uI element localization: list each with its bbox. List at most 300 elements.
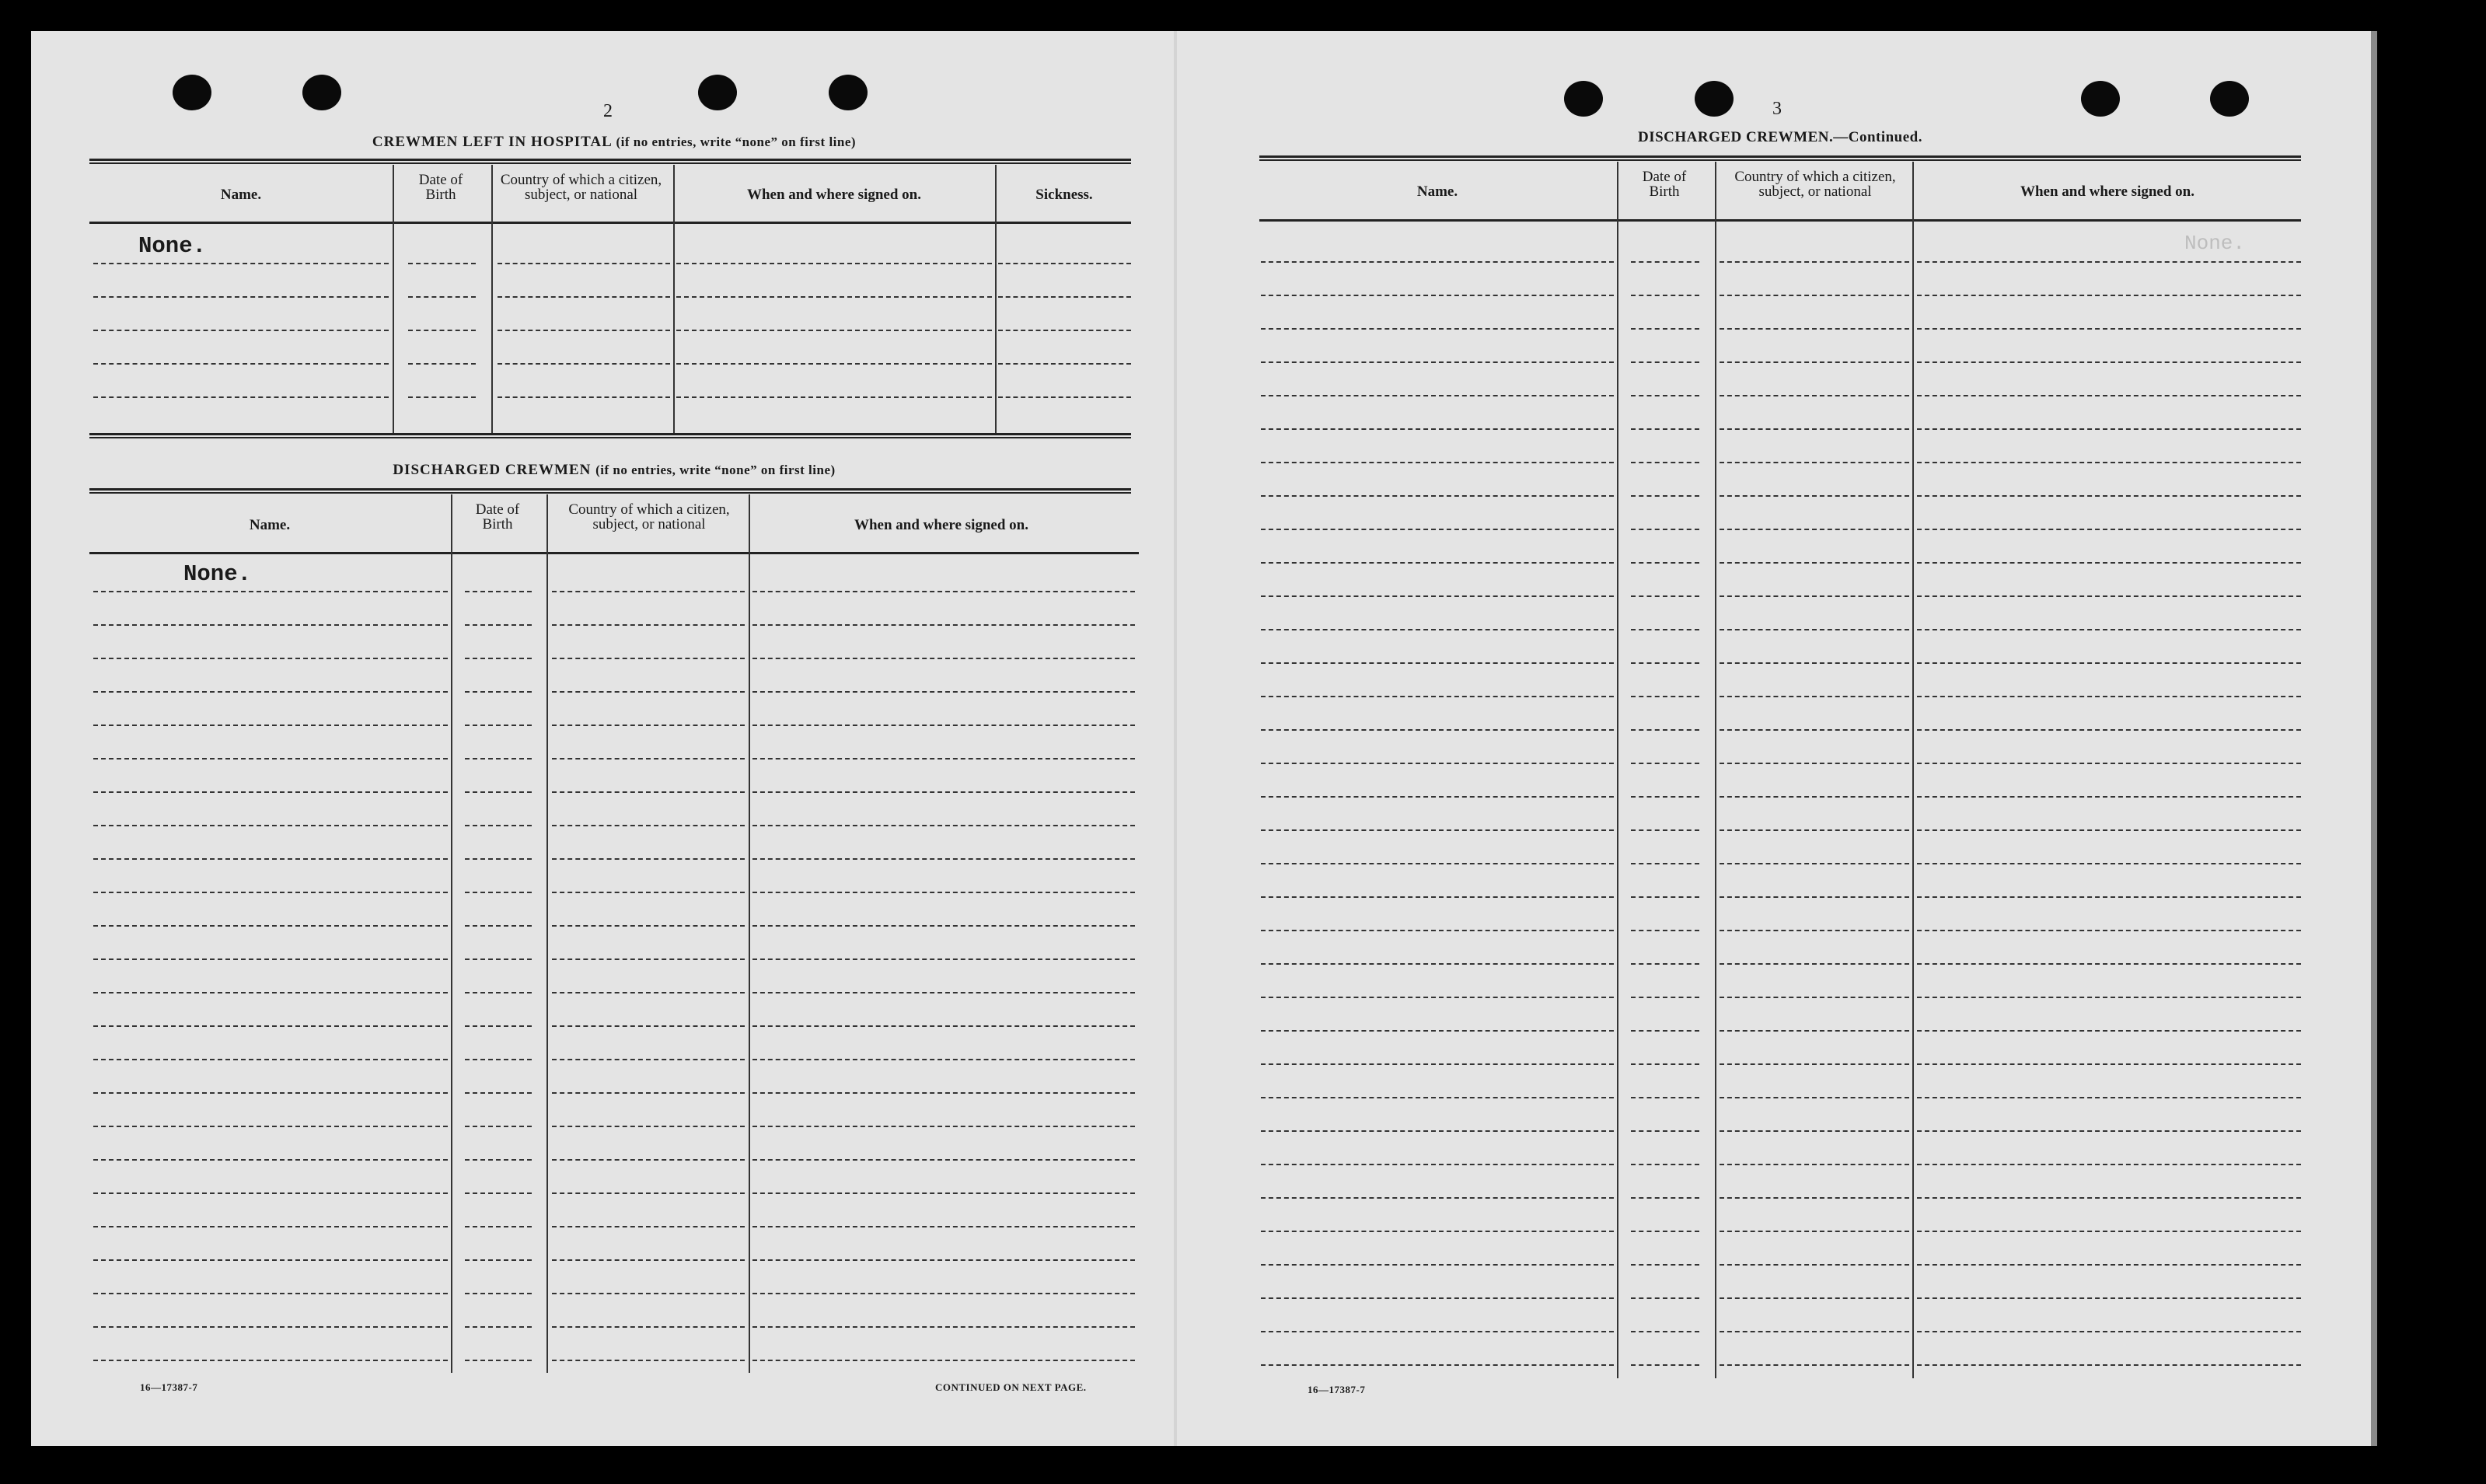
entry-line <box>1720 796 1909 798</box>
entry-line <box>1720 328 1909 330</box>
entry-line <box>1631 696 1699 697</box>
form-number: 16—17387-7 <box>140 1381 198 1393</box>
entry-line <box>552 1126 745 1127</box>
column-divider <box>546 494 548 1373</box>
entry-line <box>1631 1097 1699 1098</box>
entry-line <box>998 296 1131 298</box>
entry-line <box>1720 997 1909 998</box>
entry-line <box>1631 395 1699 396</box>
entry-line <box>93 758 448 759</box>
col-header-signed-on: When and where signed on. <box>854 517 1028 533</box>
entry-line <box>1631 1364 1699 1366</box>
entry-line <box>1917 1063 2301 1065</box>
entry-line <box>752 658 1135 659</box>
entry-line <box>1720 295 1909 296</box>
entry-line <box>93 263 389 264</box>
entry-line <box>1917 328 2301 330</box>
entry-line <box>1917 629 2301 630</box>
entry-line <box>465 1326 532 1328</box>
entry-line <box>1917 428 2301 430</box>
column-divider <box>749 494 750 1373</box>
entry-line <box>1720 1063 1909 1065</box>
entry-line <box>93 1025 448 1027</box>
entry-line <box>1720 896 1909 898</box>
entry-line <box>1720 361 1909 363</box>
entry-line <box>1261 495 1614 497</box>
entry-line <box>1631 595 1699 597</box>
entry-line <box>1631 295 1699 296</box>
entry-line <box>93 1326 448 1328</box>
entry-line <box>1261 997 1614 998</box>
entry-line <box>1631 1231 1699 1232</box>
entry-line <box>1917 1331 2301 1332</box>
entry-line <box>465 1159 532 1161</box>
column-divider <box>1617 162 1618 1378</box>
entry-line <box>752 1360 1135 1361</box>
entry-line <box>1917 896 2301 898</box>
entry-line <box>408 363 476 365</box>
entry-line <box>1917 562 2301 564</box>
entry-line <box>1917 729 2301 731</box>
entry-line <box>1631 428 1699 430</box>
entry-line <box>465 624 532 626</box>
entry-line <box>465 858 532 860</box>
entry-line <box>752 1059 1135 1060</box>
entry-line <box>1261 261 1614 263</box>
entry-line <box>1720 1231 1909 1232</box>
entry-line <box>752 858 1135 860</box>
entry-line <box>1631 1164 1699 1165</box>
entry-line <box>93 330 389 331</box>
entry-line <box>752 1192 1135 1194</box>
entry-line <box>1631 1331 1699 1332</box>
entry-line <box>1917 1130 2301 1132</box>
entry-line <box>1631 1130 1699 1132</box>
entry-line <box>1261 930 1614 931</box>
entry-line <box>1631 763 1699 764</box>
entry-line <box>752 1259 1135 1261</box>
entry-line <box>1261 1097 1614 1098</box>
entry-line <box>93 925 448 927</box>
entry-line <box>1917 1030 2301 1032</box>
entry-line <box>1261 829 1614 831</box>
entry-line <box>1720 696 1909 697</box>
entry-line <box>1631 1297 1699 1299</box>
entry-line <box>998 396 1131 398</box>
entry-line <box>552 658 745 659</box>
entry-line <box>1720 863 1909 864</box>
entry-line <box>552 992 745 993</box>
entry-line <box>552 858 745 860</box>
column-divider <box>491 165 493 435</box>
entry-line <box>552 1293 745 1294</box>
entry-line <box>752 725 1135 726</box>
entry-line <box>752 1293 1135 1294</box>
entry-line <box>1261 1264 1614 1266</box>
entry-line <box>1261 863 1614 864</box>
entry-line <box>465 925 532 927</box>
hospital-header-rule <box>89 222 1131 224</box>
entry-line <box>1720 729 1909 731</box>
entry-line <box>1917 796 2301 798</box>
entry-line <box>1261 763 1614 764</box>
entry-line <box>93 296 389 298</box>
punch-hole-icon <box>698 75 737 110</box>
entry-line <box>552 958 745 960</box>
entry-line <box>1631 796 1699 798</box>
entry-line <box>1261 562 1614 564</box>
entry-line <box>1261 629 1614 630</box>
entry-line <box>465 892 532 893</box>
entry-line <box>1720 1130 1909 1132</box>
document-sheet <box>31 31 2371 1446</box>
entry-line <box>465 1293 532 1294</box>
entry-line <box>1720 629 1909 630</box>
entry-line <box>465 591 532 592</box>
entry-line <box>1631 1030 1699 1032</box>
entry-line <box>1261 1030 1614 1032</box>
page-number: 2 <box>603 101 613 121</box>
entry-line <box>552 892 745 893</box>
entry-line <box>93 396 389 398</box>
entry-line <box>1261 896 1614 898</box>
entry-line <box>1720 395 1909 396</box>
entry-line <box>1917 1264 2301 1266</box>
entry-line <box>752 992 1135 993</box>
entry-line <box>1261 1331 1614 1332</box>
entry-line <box>1261 662 1614 664</box>
entry-line <box>752 1126 1135 1127</box>
entry-line <box>465 1192 532 1194</box>
entry-line <box>93 1259 448 1261</box>
entry-line <box>498 296 670 298</box>
entry-line <box>93 591 448 592</box>
entry-line <box>752 825 1135 826</box>
entry-line <box>1720 1264 1909 1266</box>
page-number: 3 <box>1772 99 1782 119</box>
entry-line <box>1917 1231 2301 1232</box>
entry-line <box>93 892 448 893</box>
entry-line <box>1720 662 1909 664</box>
right-header-rule <box>1259 219 2301 222</box>
entry-line <box>552 1259 745 1261</box>
entry-line <box>93 1293 448 1294</box>
entry-line <box>1631 997 1699 998</box>
entry-line <box>465 1025 532 1027</box>
entry-line <box>1261 1197 1614 1199</box>
entry-line <box>552 791 745 793</box>
entry-line <box>1631 562 1699 564</box>
entry-line <box>752 892 1135 893</box>
entry-line <box>1917 595 2301 597</box>
entry-line <box>465 1059 532 1060</box>
entry-line <box>1261 1297 1614 1299</box>
punch-hole-icon <box>302 75 341 110</box>
discharged-title-text: DISCHARGED CREWMEN <box>393 462 592 478</box>
entry-line <box>93 958 448 960</box>
entry-line <box>1720 261 1909 263</box>
entry-line <box>1720 1197 1909 1199</box>
entry-line <box>752 1326 1135 1328</box>
column-divider <box>451 494 452 1373</box>
entry-line <box>1917 261 2301 263</box>
entry-line <box>465 825 532 826</box>
discharged-title-note: (if no entries, write “none” on first line) <box>595 463 836 477</box>
entry-line <box>752 758 1135 759</box>
entry-line <box>93 992 448 993</box>
continued-note: CONTINUED ON NEXT PAGE. <box>935 1381 1087 1393</box>
entry-line <box>1917 495 2301 497</box>
entry-line <box>1720 1297 1909 1299</box>
entry-line <box>1917 295 2301 296</box>
entry-line <box>465 658 532 659</box>
discharged-continued-title: DISCHARGED CREWMEN.—Continued. <box>1637 129 1923 145</box>
entry-line <box>552 1059 745 1060</box>
col-header-signed-on: When and where signed on. <box>2020 183 2194 200</box>
entry-line <box>1631 863 1699 864</box>
discharged-none-entry: None. <box>183 561 252 587</box>
entry-line <box>1720 595 1909 597</box>
entry-line <box>998 330 1131 331</box>
entry-line <box>752 925 1135 927</box>
entry-line <box>1720 1364 1909 1366</box>
entry-line <box>1720 1164 1909 1165</box>
entry-line <box>752 1159 1135 1161</box>
entry-line <box>93 1226 448 1227</box>
entry-line <box>1720 1030 1909 1032</box>
entry-line <box>1720 1331 1909 1332</box>
entry-line <box>93 791 448 793</box>
entry-line <box>752 591 1135 592</box>
entry-line <box>1720 529 1909 530</box>
entry-line <box>1261 395 1614 396</box>
entry-line <box>1631 462 1699 463</box>
entry-line <box>552 1159 745 1161</box>
entry-line <box>552 1092 745 1094</box>
entry-line <box>1261 1364 1614 1366</box>
entry-line <box>1261 462 1614 463</box>
entry-line <box>1261 796 1614 798</box>
entry-line <box>1261 1164 1614 1165</box>
entry-line <box>93 1159 448 1161</box>
col-header-country: Country of which a citizen, subject, or national <box>500 172 662 203</box>
col-header-name: Name. <box>1416 183 1458 200</box>
entry-line <box>93 858 448 860</box>
entry-line <box>1917 395 2301 396</box>
entry-line <box>1917 863 2301 864</box>
entry-line <box>552 1326 745 1328</box>
entry-line <box>408 330 476 331</box>
entry-line <box>552 1192 745 1194</box>
col-header-country: Country of which a citizen, subject, or national <box>568 501 730 532</box>
entry-line <box>1261 1063 1614 1065</box>
entry-line <box>465 1360 532 1361</box>
entry-line <box>1720 462 1909 463</box>
entry-line <box>1720 1097 1909 1098</box>
entry-line <box>1631 495 1699 497</box>
entry-line <box>1720 428 1909 430</box>
discharged-section-title <box>89 462 1139 479</box>
right-top-rule <box>1259 155 2301 161</box>
col-header-date-of-birth: Date of Birth <box>1642 169 1687 200</box>
entry-line <box>1720 495 1909 497</box>
entry-line <box>1631 662 1699 664</box>
entry-line <box>1261 1130 1614 1132</box>
entry-line <box>1917 462 2301 463</box>
entry-line <box>552 825 745 826</box>
entry-line <box>1261 529 1614 530</box>
entry-line <box>752 1226 1135 1227</box>
hospital-none-entry: None. <box>138 233 207 259</box>
col-header-sickness: Sickness. <box>1035 187 1093 203</box>
entry-line <box>752 624 1135 626</box>
entry-line <box>465 758 532 759</box>
entry-line <box>752 791 1135 793</box>
entry-line <box>1261 328 1614 330</box>
paper-edge <box>2371 31 2377 1446</box>
entry-line <box>676 263 992 264</box>
hospital-title-note: (if no entries, write “none” on first line) <box>616 134 857 149</box>
entry-line <box>1917 997 2301 998</box>
entry-line <box>93 691 448 693</box>
entry-line <box>498 363 670 365</box>
hospital-title-text: CREWMEN LEFT IN HOSPITAL <box>372 134 612 150</box>
bleed-through-text: None. <box>2184 232 2246 255</box>
discharged-top-rule <box>89 488 1131 494</box>
entry-line <box>552 624 745 626</box>
form-number: 16—17387-7 <box>1308 1384 1366 1395</box>
punch-hole-icon <box>1695 81 1734 117</box>
entry-line <box>1631 729 1699 731</box>
col-header-name: Name. <box>220 187 262 203</box>
entry-line <box>552 758 745 759</box>
entry-line <box>1917 829 2301 831</box>
entry-line <box>1917 1364 2301 1366</box>
entry-line <box>552 691 745 693</box>
col-header-date-of-birth: Date of Birth <box>475 501 520 532</box>
entry-line <box>1917 930 2301 931</box>
entry-line <box>465 1126 532 1127</box>
entry-line <box>1261 963 1614 965</box>
entry-line <box>552 1360 745 1361</box>
entry-line <box>1631 896 1699 898</box>
column-divider <box>995 165 997 435</box>
entry-line <box>1261 696 1614 697</box>
entry-line <box>465 992 532 993</box>
center-fold <box>1174 31 1177 1446</box>
col-header-country: Country of which a citizen, subject, or national <box>1734 169 1896 200</box>
entry-line <box>752 691 1135 693</box>
entry-line <box>465 1092 532 1094</box>
entry-line <box>752 958 1135 960</box>
entry-line <box>1261 361 1614 363</box>
punch-hole-icon <box>829 75 868 110</box>
entry-line <box>1917 529 2301 530</box>
entry-line <box>1720 963 1909 965</box>
col-header-name: Name. <box>249 517 291 533</box>
entry-line <box>1261 729 1614 731</box>
entry-line <box>93 725 448 726</box>
hospital-bottom-rule <box>89 433 1131 438</box>
column-divider <box>1912 162 1914 1378</box>
entry-line <box>93 1092 448 1094</box>
entry-line <box>1917 361 2301 363</box>
entry-line <box>1917 763 2301 764</box>
entry-line <box>93 1360 448 1361</box>
entry-line <box>676 363 992 365</box>
entry-line <box>498 263 670 264</box>
entry-line <box>465 791 532 793</box>
discharged-header-rule <box>89 552 1139 554</box>
entry-line <box>465 958 532 960</box>
entry-line <box>93 658 448 659</box>
entry-line <box>1720 562 1909 564</box>
column-divider <box>673 165 675 435</box>
entry-line <box>1631 529 1699 530</box>
punch-hole-icon <box>2081 81 2120 117</box>
entry-line <box>498 396 670 398</box>
entry-line <box>1261 295 1614 296</box>
entry-line <box>676 396 992 398</box>
entry-line <box>552 1025 745 1027</box>
entry-line <box>465 1226 532 1227</box>
hospital-section-title <box>89 134 1139 151</box>
entry-line <box>1631 261 1699 263</box>
entry-line <box>1631 963 1699 965</box>
entry-line <box>752 1092 1135 1094</box>
column-divider <box>393 165 394 435</box>
entry-line <box>1720 930 1909 931</box>
entry-line <box>93 1192 448 1194</box>
entry-line <box>408 296 476 298</box>
col-header-date-of-birth: Date of Birth <box>418 172 463 203</box>
entry-line <box>1917 696 2301 697</box>
entry-line <box>498 330 670 331</box>
entry-line <box>676 296 992 298</box>
entry-line <box>1631 1197 1699 1199</box>
entry-line <box>1917 1097 2301 1098</box>
entry-line <box>552 725 745 726</box>
entry-line <box>1261 428 1614 430</box>
entry-line <box>552 591 745 592</box>
entry-line <box>998 263 1131 264</box>
entry-line <box>1720 829 1909 831</box>
entry-line <box>1631 328 1699 330</box>
entry-line <box>93 1059 448 1060</box>
entry-line <box>1631 829 1699 831</box>
entry-line <box>552 925 745 927</box>
punch-hole-icon <box>173 75 211 110</box>
entry-line <box>1631 1264 1699 1266</box>
entry-line <box>1261 595 1614 597</box>
entry-line <box>408 396 476 398</box>
entry-line <box>93 825 448 826</box>
punch-hole-icon <box>2210 81 2249 117</box>
entry-line <box>1631 930 1699 931</box>
entry-line <box>93 624 448 626</box>
entry-line <box>1720 763 1909 764</box>
entry-line <box>1917 963 2301 965</box>
entry-line <box>93 363 389 365</box>
punch-hole-icon <box>1564 81 1603 117</box>
hospital-top-rule <box>89 159 1131 164</box>
entry-line <box>1917 662 2301 664</box>
entry-line <box>465 1259 532 1261</box>
entry-line <box>408 263 476 264</box>
entry-line <box>998 363 1131 365</box>
col-header-signed-on: When and where signed on. <box>746 187 921 203</box>
entry-line <box>1631 361 1699 363</box>
